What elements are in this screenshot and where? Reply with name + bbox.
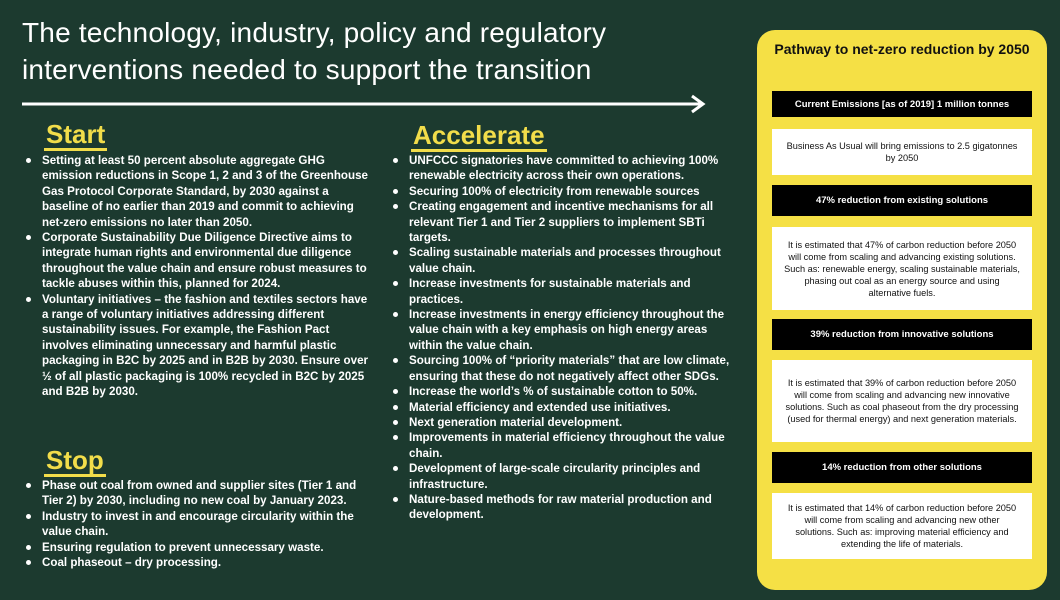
list-item: UNFCCC signatories have committed to achieving 100% renewable electricity across their own operations. — [391, 153, 737, 184]
other-solutions-bar: 14% reduction from other solutions — [772, 452, 1032, 483]
list-item: Improvements in material efficiency throughout the value chain. — [391, 430, 737, 461]
page-title: The technology, industry, policy and regulatory interventions needed to support the transition — [22, 17, 607, 85]
list-item: Sourcing 100% of “priority materials” that are low climate, ensuring that these do not negatively affect other SDGs. — [391, 353, 737, 384]
list-item: Securing 100% of electricity from renewable sources — [391, 184, 737, 199]
list-item: Ensuring regulation to prevent unnecessary waste. — [24, 540, 376, 555]
stop-list — [24, 478, 376, 570]
list-item: Voluntary initiatives – the fashion and textiles sectors have a range of voluntary initiatives addressing different sustainability issues. For example, the Fashion Pact involves eliminating unnecessary and harmful plastic packaging in B2C by 2025 and in B2B by 2030. Ensure over ½ of all plastic packaging is 100% recycled in B2C by 2025 and B2B by 2030. — [24, 292, 376, 400]
list-item: Increase the world’s % of sustainable cotton to 50%. — [391, 384, 737, 399]
start-heading: Start — [46, 119, 106, 149]
list-item: Development of large-scale circularity principles and infrastructure. — [391, 461, 737, 492]
list-item: Next generation material development. — [391, 415, 737, 430]
accelerate-list — [391, 153, 737, 523]
bau-card: Business As Usual will bring emissions to 2.5 gigatonnes by 2050 — [772, 129, 1032, 175]
list-item: Nature-based methods for raw material production and development. — [391, 492, 737, 523]
list-item: Coal phaseout – dry processing. — [24, 555, 376, 570]
other-solutions-card: It is estimated that 14% of carbon reduction before 2050 will come from scaling and advancing new other solutions. Such as: improving material efficiency and extending the life of materials. — [772, 493, 1032, 559]
pathway-panel — [757, 30, 1047, 590]
current-emissions-bar: Current Emissions [as of 2019] 1 million tonnes — [772, 91, 1032, 117]
list-item: Setting at least 50 percent absolute aggregate GHG emission reductions in Scope 1, 2 and 3 of the Greenhouse Gas Protocol Corporate Standard, by 2030 against a baseline of no earlier than 2019 and commit to achieving net-zero emissions no later than 2050. — [24, 153, 376, 230]
innovative-solutions-card: It is estimated that 39% of carbon reduction before 2050 will come from scaling and advancing new innovative solutions. Such as coal phaseout from the dry processing (used for thermal energy) and next generation materials. — [772, 360, 1032, 442]
list-item: Creating engagement and incentive mechanisms for all relevant Tier 1 and Tier 2 suppliers to implement SBTi targets. — [391, 199, 737, 245]
arrow-right-icon — [22, 94, 712, 114]
list-item: Increase investments for sustainable materials and practices. — [391, 276, 737, 307]
start-list — [24, 153, 376, 400]
existing-solutions-card: It is estimated that 47% of carbon reduction before 2050 will come from scaling and advancing existing solutions. Such as: renewable energy, scaling sustainable materials, phasing out coal as an energy source and using alternative fuels. — [772, 227, 1032, 310]
pathway-title: Pathway to net-zero reduction by 2050 — [774, 41, 1030, 57]
list-item: Scaling sustainable materials and processes throughout value chain. — [391, 245, 737, 276]
list-item: Industry to invest in and encourage circularity within the value chain. — [24, 509, 376, 540]
innovative-solutions-bar: 39% reduction from innovative solutions — [772, 319, 1032, 350]
stop-heading: Stop — [46, 445, 104, 475]
existing-solutions-bar: 47% reduction from existing solutions — [772, 185, 1032, 216]
accelerate-heading: Accelerate — [413, 120, 545, 150]
list-item: Corporate Sustainability Due Diligence Directive aims to integrate human rights and environmental due diligence throughout the value chain and ensure robust measures to tackle abuses within this, planned for 2024. — [24, 230, 376, 292]
list-item: Increase investments in energy efficiency throughout the value chain with a key emphasis on high energy areas within the value chain. — [391, 307, 737, 353]
list-item: Phase out coal from owned and supplier sites (Tier 1 and Tier 2) by 2030, including no new coal by January 2023. — [24, 478, 376, 509]
list-item: Material efficiency and extended use initiatives. — [391, 400, 737, 415]
